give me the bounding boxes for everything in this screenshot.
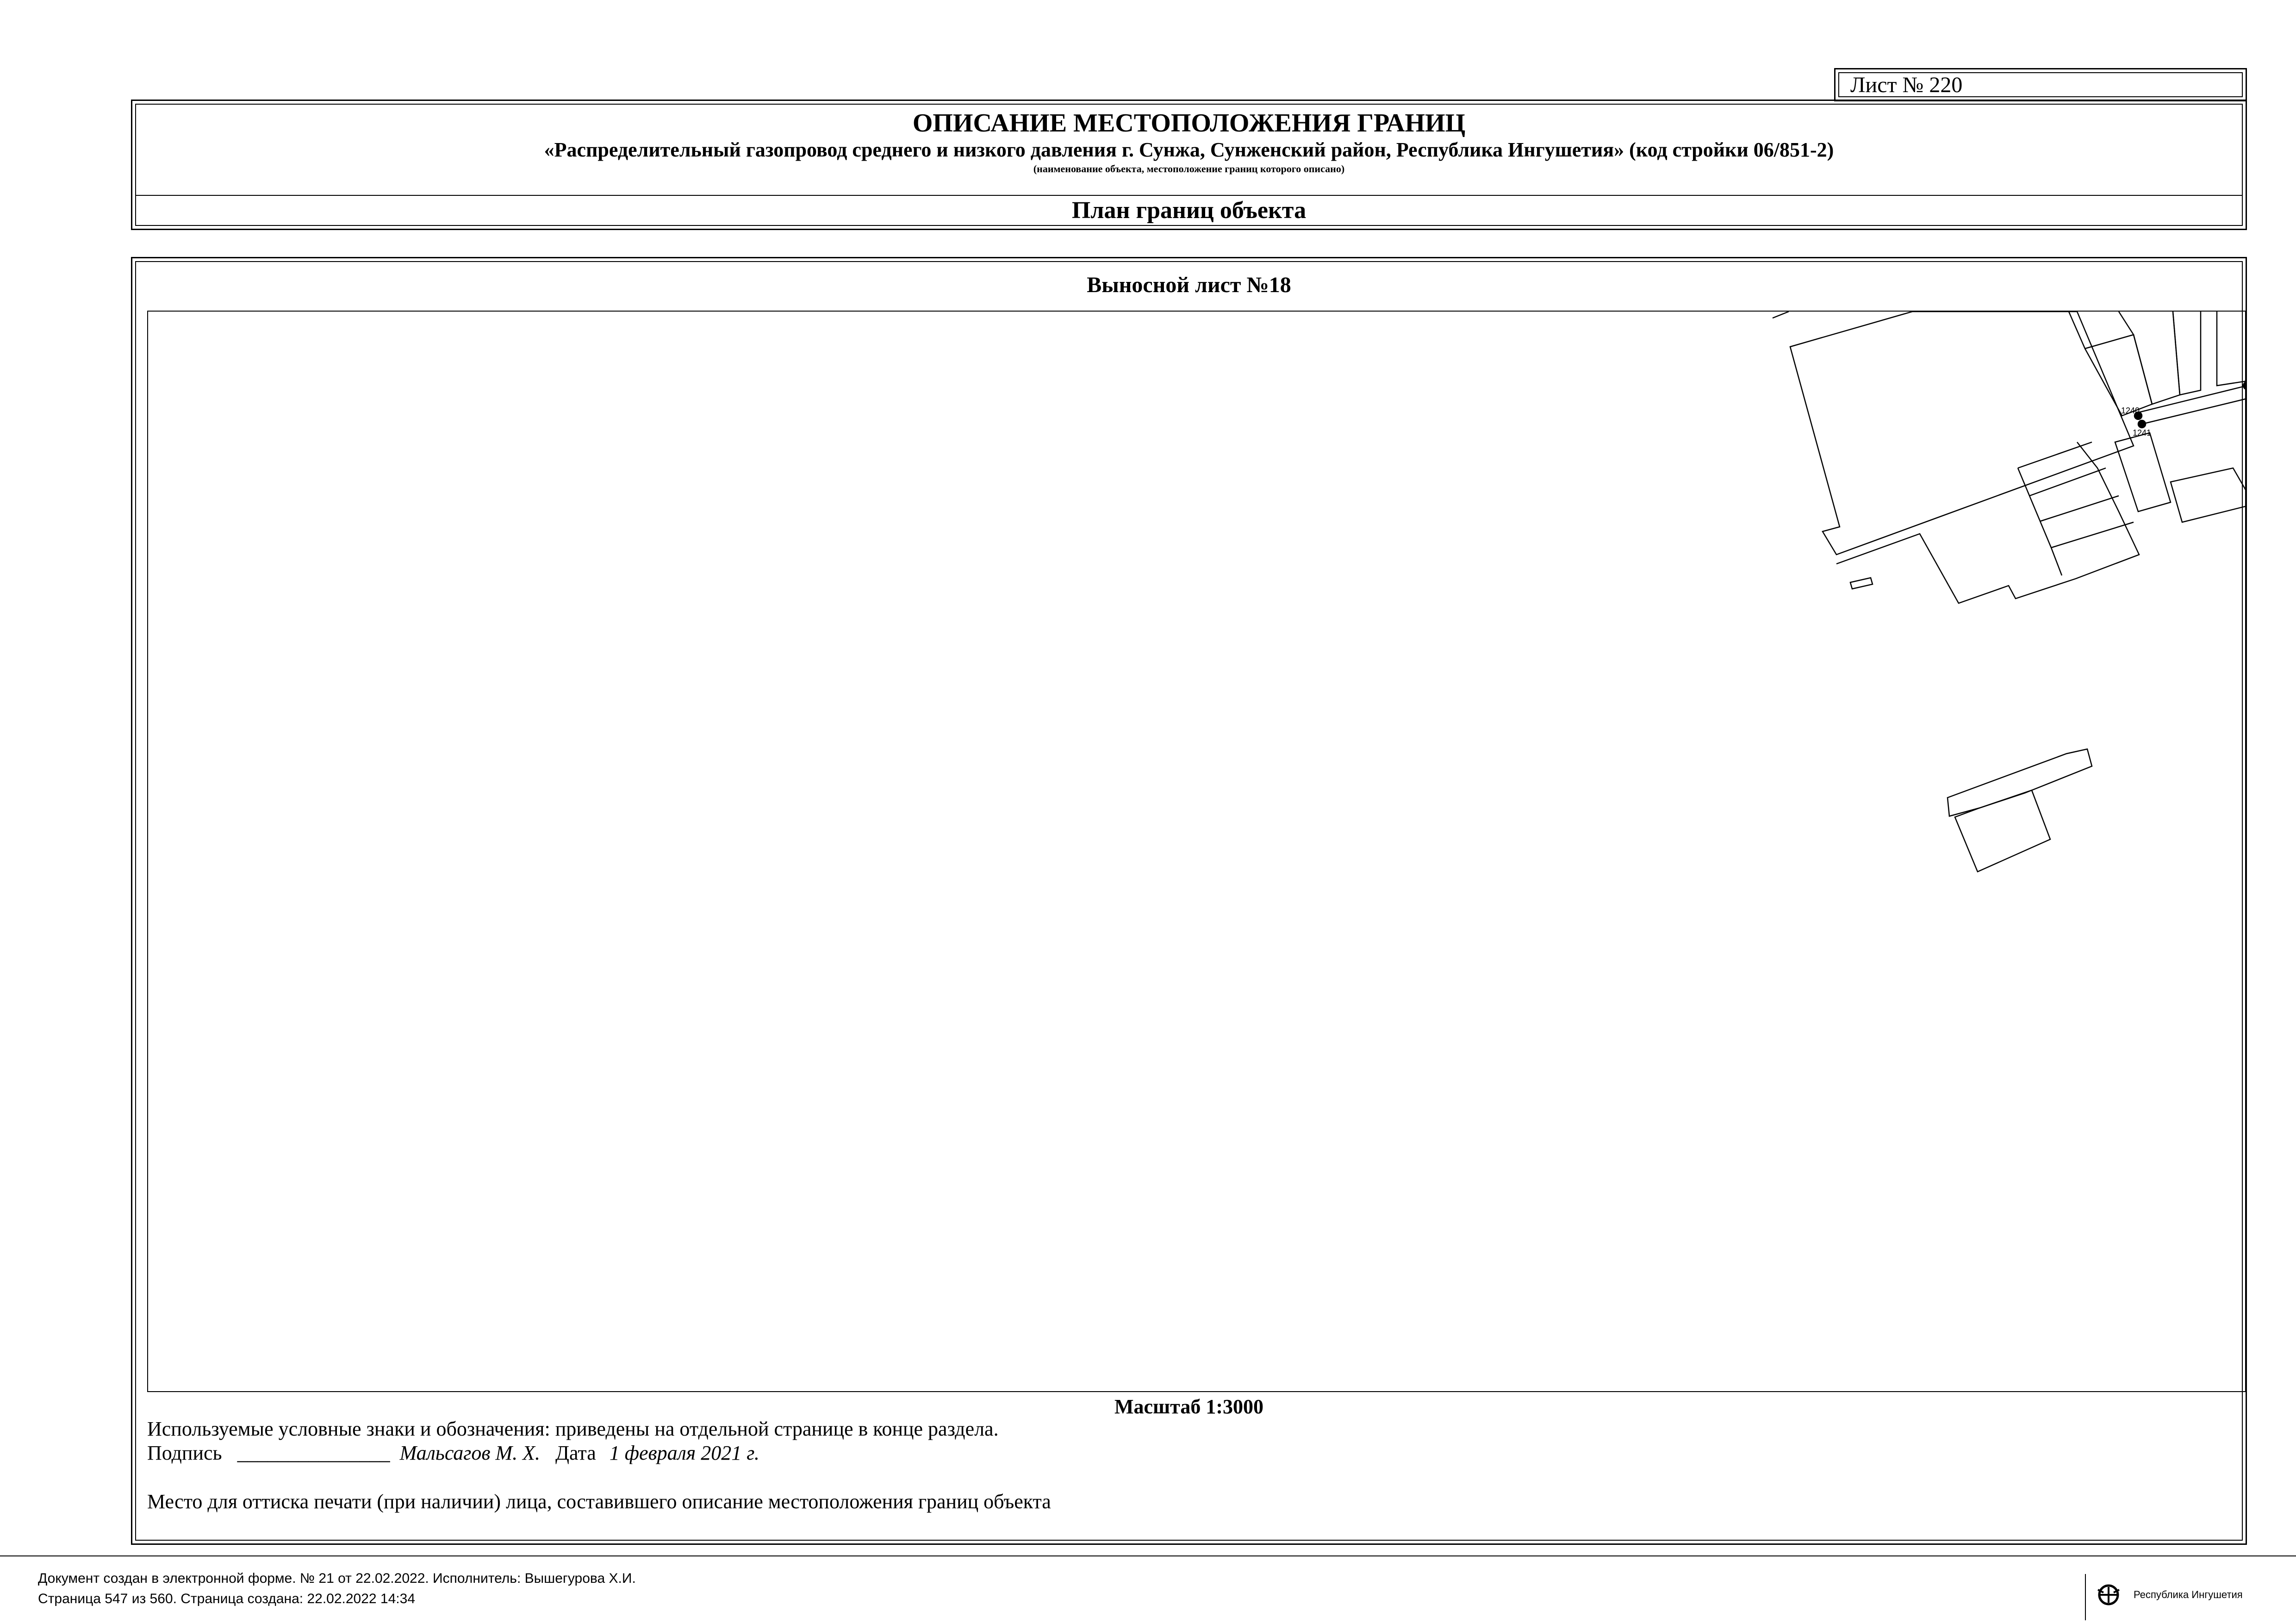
footer-line-1: Документ создан в электронной форме. № 21 от 22.02.2022. Исполнитель: Вышегурова Х.И.: [38, 1571, 636, 1586]
parcel-lower-1: [1948, 749, 2092, 816]
parcel-right-2: [2171, 468, 2246, 522]
plan-scale: Масштаб 1:3000: [1114, 1395, 1263, 1418]
stamp-note: Место для оттиска печати (при наличии) лица, составившего описание местоположения границ объекта: [147, 1490, 1051, 1513]
date-label: Дата: [555, 1442, 596, 1464]
parcel-lower-2: [1955, 790, 2050, 872]
parcel-divider-3: [2040, 496, 2119, 521]
object-caption: (наименование объекта, местоположение границ которого описано): [1033, 163, 1345, 175]
parcel-top-right-1: [2069, 312, 2134, 349]
point-label-1241: 1241: [2133, 428, 2152, 437]
header-block: [131, 100, 2247, 230]
signature-line: _______________: [237, 1442, 390, 1464]
parcel-top-right-3: [2134, 312, 2180, 404]
parcel-divider-2: [2029, 468, 2106, 496]
footer-line-2: Страница 547 из 560. Страница создана: 22.02.2022 14:34: [38, 1591, 416, 1606]
parcel-divider-5: [2018, 468, 2062, 575]
signer-name: Мальсагов М. Х.: [399, 1442, 541, 1464]
sheet-number: Лист № 220: [1850, 73, 1963, 97]
road-strip: [2138, 386, 2246, 424]
signature-row: [147, 1441, 759, 1465]
parcel-top-right-2: [2085, 335, 2152, 416]
boundary-point-1241: [2138, 420, 2146, 428]
symbols-note: Используемые условные знаки и обозначения: приведены на отдельной странице в конце раздела.: [147, 1418, 999, 1440]
document-title: ОПИСАНИЕ МЕСТОПОЛОЖЕНИЯ ГРАНИЦ: [912, 109, 1466, 137]
date-value: 1 февраля 2021 г.: [609, 1442, 759, 1464]
sheet-number-box: [1834, 68, 2247, 101]
map-area: [147, 311, 2246, 1392]
parcel-edge-top: [1773, 312, 1789, 318]
footer-brand-divider: [2085, 1574, 2086, 1620]
parcel-right-1: [2115, 433, 2171, 512]
parcel-large: [1790, 312, 2134, 555]
parcel-top-right-5: [2217, 312, 2246, 386]
brand-logo: [2094, 1583, 2123, 1606]
boundary-point-edge: [2243, 382, 2246, 389]
plan-sheet-title: Выносной лист №18: [1087, 273, 1291, 297]
parcel-top-right-4: [2173, 312, 2201, 395]
object-name: «Распределительный газопровод среднего и низкого давления г. Сунжа, Сунженский район, Республика Ингушетия» (код стройки 06/851-2): [544, 138, 1834, 161]
emblem-icon: [2094, 1583, 2123, 1606]
parcel-stepped: [1836, 442, 2139, 603]
point-label-1240: 1240: [2121, 406, 2140, 415]
footer-divider: [0, 1555, 2296, 1556]
cadastral-map: [148, 312, 2246, 1392]
brand-name: Республика Ингушетия: [2134, 1589, 2243, 1600]
parcel-tiny: [1850, 578, 1873, 589]
plan-title: План границ объекта: [1071, 197, 1307, 224]
parcel-divider-4: [2051, 522, 2134, 548]
signature-label: Подпись: [147, 1442, 222, 1464]
parcel-divider-1: [2018, 442, 2092, 468]
plan-frame: [131, 257, 2247, 1545]
